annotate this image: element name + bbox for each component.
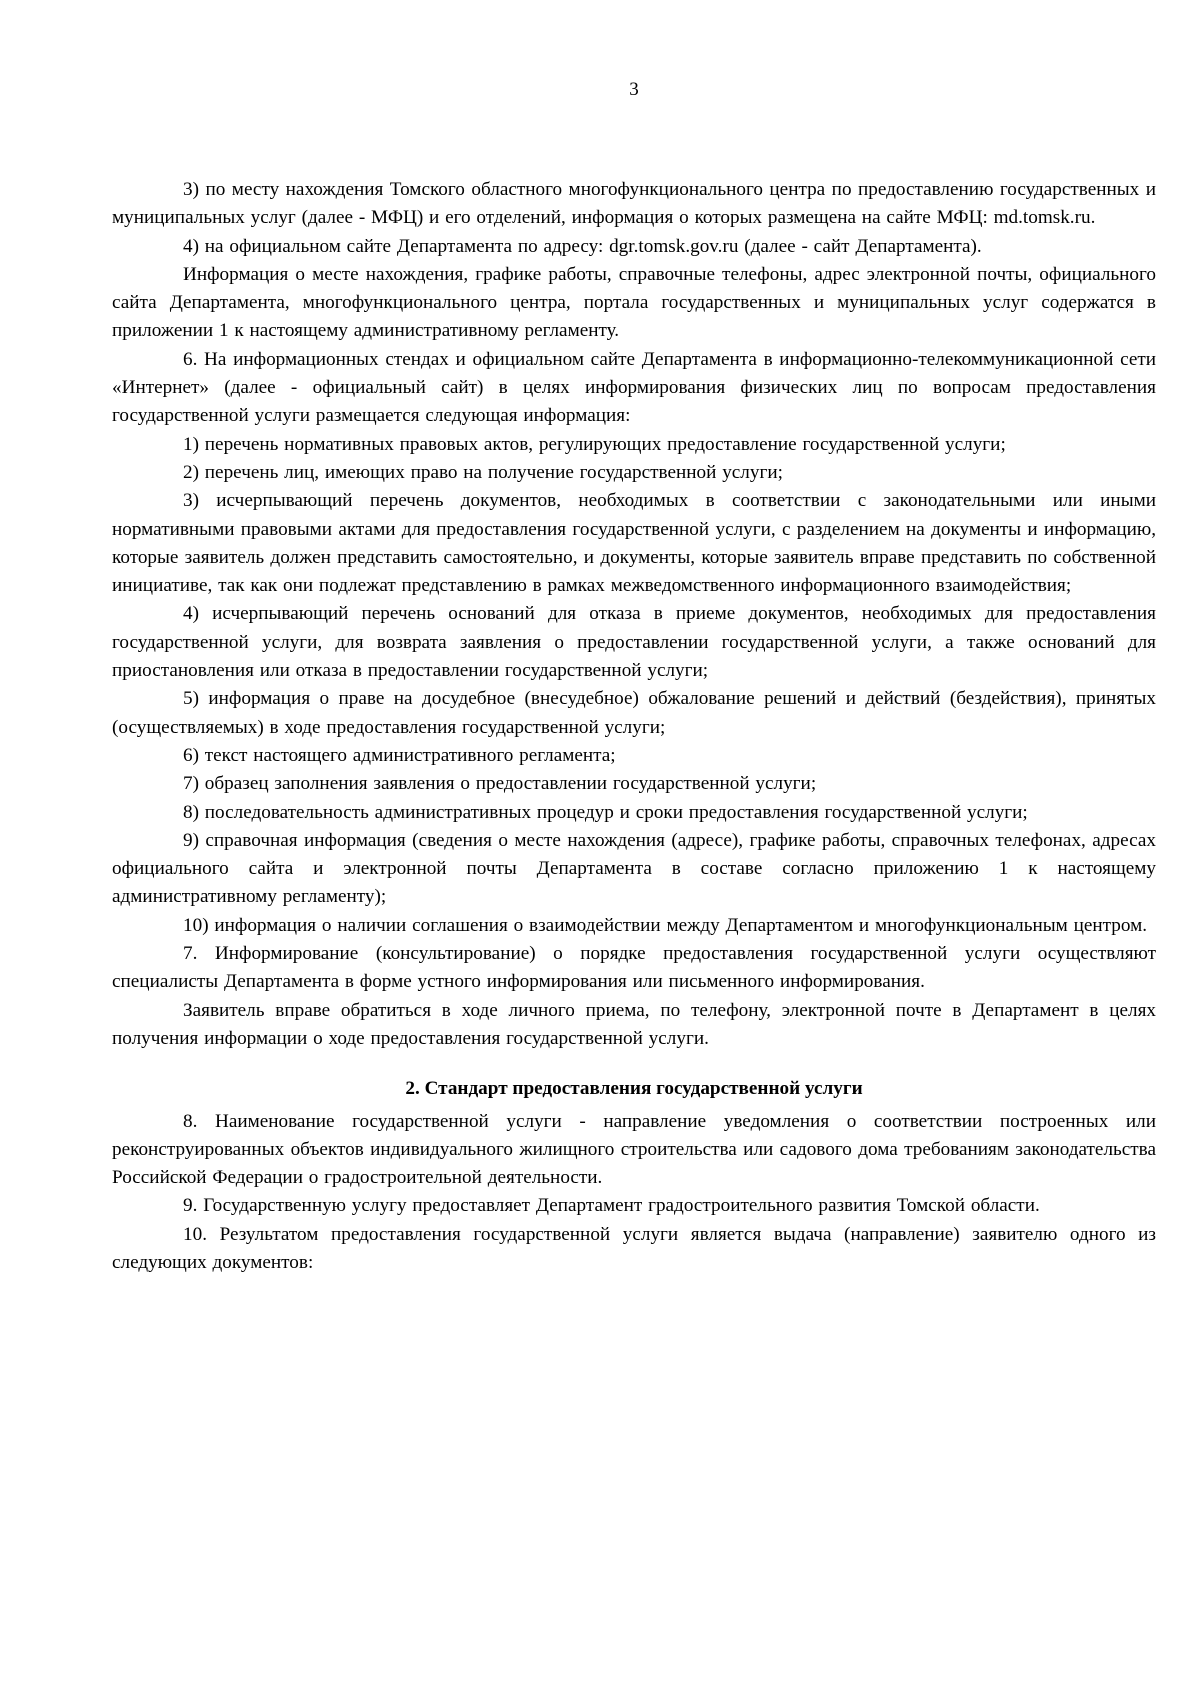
body-paragraph: 4) на официальном сайте Департамента по адресу: dgr.tomsk.gov.ru (далее - сайт Департамента). [183, 235, 982, 257]
section-heading: 2. Стандарт предоставления государственной услуги [405, 1078, 863, 1100]
document-body [112, 176, 1156, 1277]
body-paragraph: 7. Информирование (консультирование) о порядке предоставления государственной услуги осуществляют специалисты Департамента в форме устного информирования или письменного информирования. [112, 943, 1156, 993]
body-paragraph: Заявитель вправе обратиться в ходе личного приема, по телефону, электронной почте в Департамент в целях получения информации о ходе предоставления государственной услуги. [112, 999, 1156, 1049]
body-paragraph: 3) по месту нахождения Томского областного многофункционального центра по предоставлению государственных и муниципальных услуг (далее - МФЦ) и его отделений, информация о которых размещена на сайте МФЦ: md.tomsk.ru. [112, 179, 1156, 229]
body-paragraph: 6. На информационных стендах и официальном сайте Департамента в информационно-телекоммуникационной сети «Интернет» (далее - официальный сайт) в целях информирования физических лиц по вопросам предоставления государственной услуги размещается следующая информация: [112, 348, 1156, 427]
body-paragraph: 3) исчерпывающий перечень документов, необходимых в соответствии с законодательными или иными нормативными правовыми актами для предоставления государственной услуги, с разделением на документы и информацию, которые заявитель должен представить самостоятельно, и документы, которые заявитель вправе представить по собственной инициативе, так как они подлежат представлению в рамках межведомственного информационного взаимодействия; [112, 490, 1156, 597]
body-paragraph: 2) перечень лиц, имеющих право на получение государственной услуги; [183, 461, 783, 483]
body-paragraph: 8. Наименование государственной услуги - направление уведомления о соответствии построенных или реконструированных объектов индивидуального жилищного строительства или садового дома требованиям законодательства Российской Федерации о градостроительной деятельности. [112, 1110, 1156, 1189]
body-paragraph: 10) информация о наличии соглашения о взаимодействии между Департаментом и многофункциональным центром. [183, 914, 1148, 936]
body-paragraph: 10. Результатом предоставления государственной услуги является выдача (направление) заявителю одного из следующих документов: [112, 1223, 1156, 1273]
body-paragraph: 5) информация о праве на досудебное (внесудебное) обжалование решений и действий (бездействия), принятых (осуществляемых) в ходе предоставления государственной услуги; [112, 688, 1156, 738]
body-paragraph: 6) текст настоящего административного регламента; [183, 744, 616, 766]
body-paragraph: 8) последовательность административных процедур и сроки предоставления государственной услуги; [183, 801, 1028, 823]
body-paragraph: 1) перечень нормативных правовых актов, регулирующих предоставление государственной услуги; [183, 433, 1006, 455]
body-paragraph: Информация о месте нахождения, графике работы, справочные телефоны, адрес электронной почты, официального сайта Департамента, многофункционального центра, портала государственных и муниципальных услуг содержатся в приложении 1 к настоящему административному регламенту. [112, 263, 1156, 342]
page-number: 3 [629, 79, 639, 100]
body-paragraph: 4) исчерпывающий перечень оснований для отказа в приеме документов, необходимых для предоставления государственной услуги, для возврата заявления о предоставлении государственной услуги, а также оснований для приостановления или отказа в предоставлении государственной услуги; [112, 603, 1156, 682]
body-paragraph: 7) образец заполнения заявления о предоставлении государственной услуги; [183, 773, 817, 795]
body-paragraph: 9) справочная информация (сведения о месте нахождения (адресе), графике работы, справочных телефонах, адресах официального сайта и электронной почты Департамента в составе согласно приложению 1 к настоящему административному регламенту); [112, 829, 1156, 908]
body-paragraph: 9. Государственную услугу предоставляет Департамент градостроительного развития Томской области. [183, 1195, 1040, 1217]
